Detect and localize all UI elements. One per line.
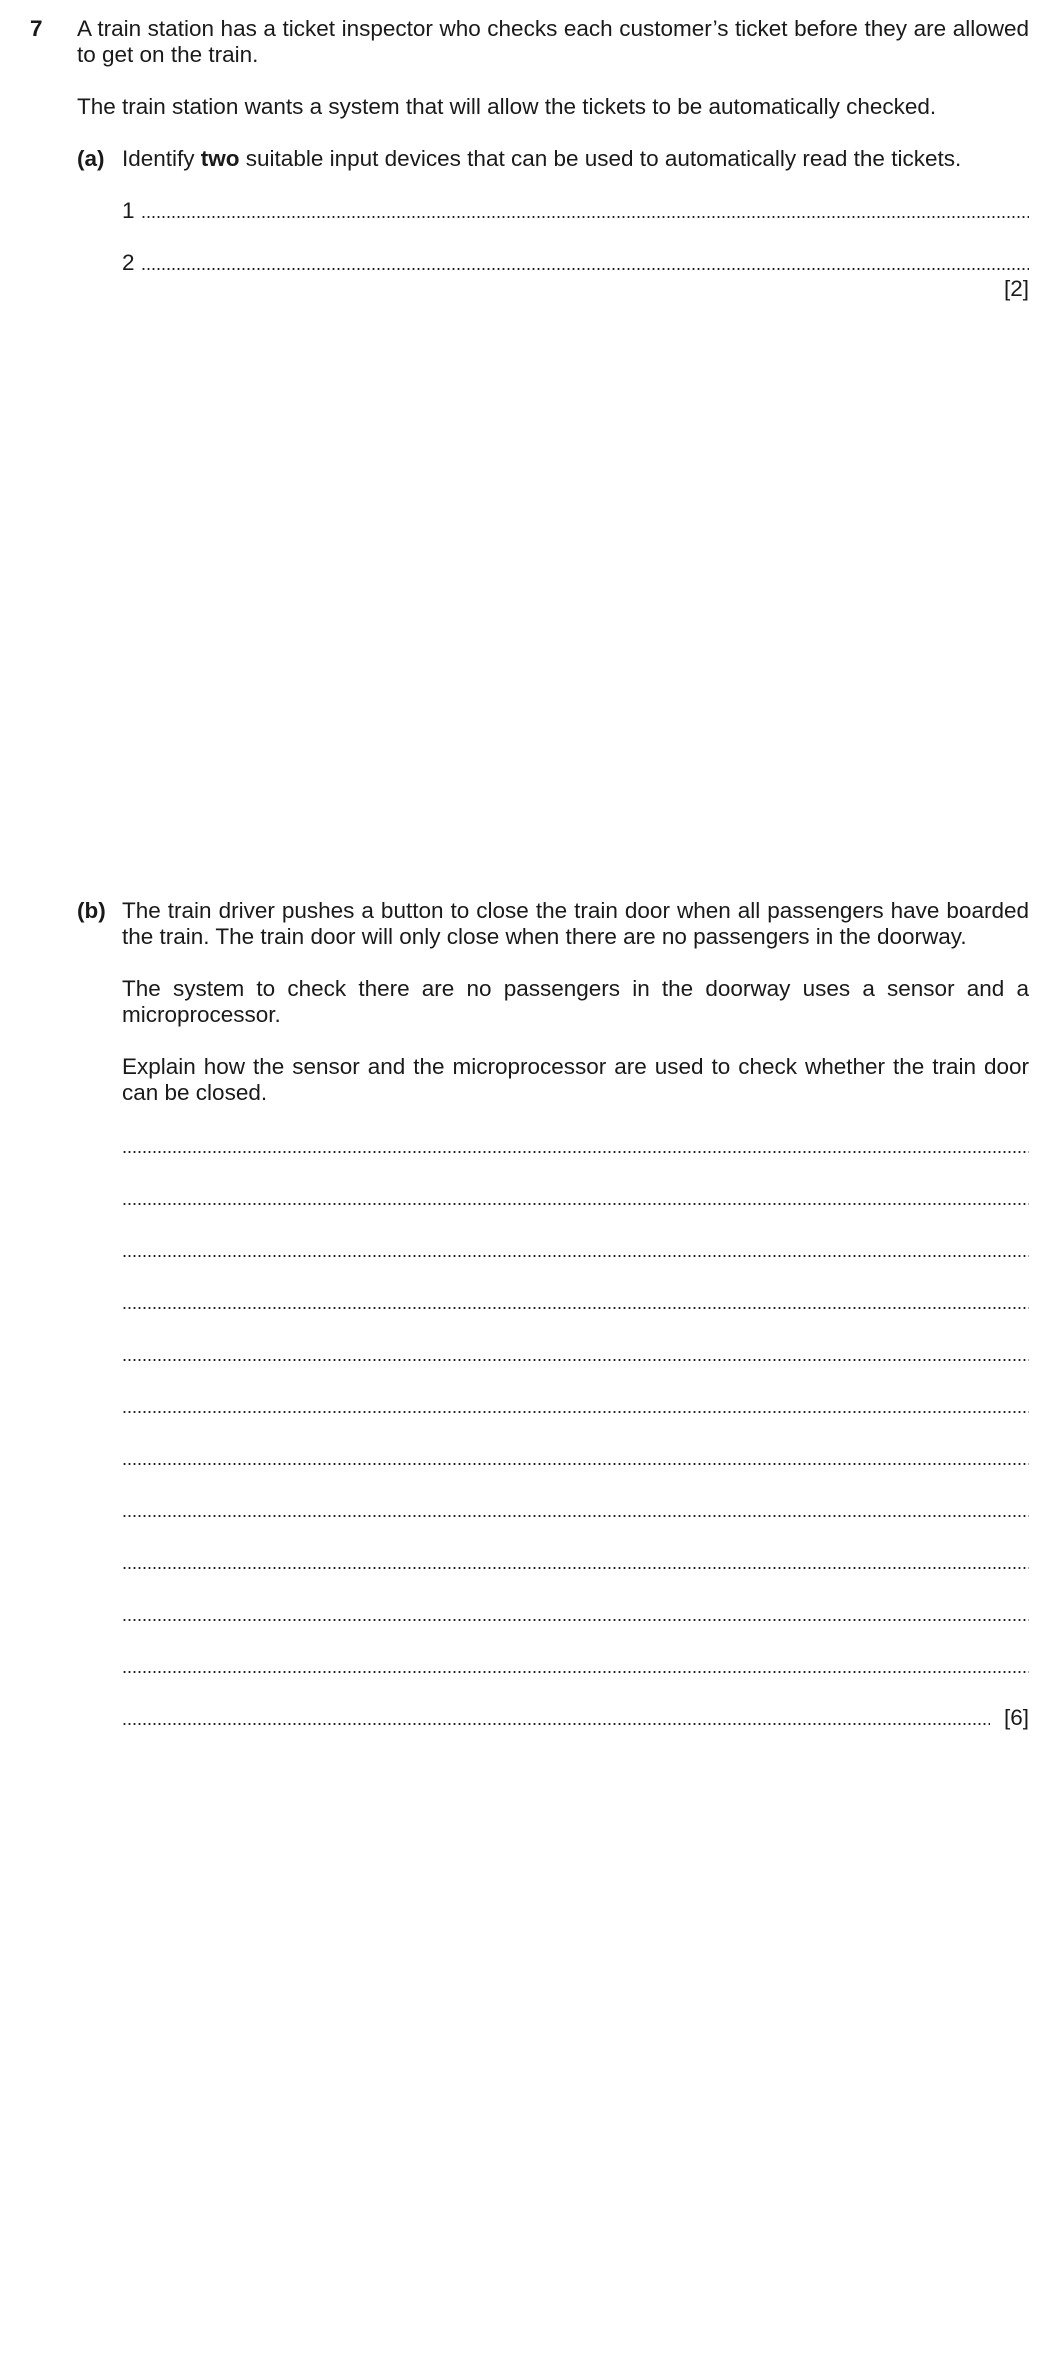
dotted-line (141, 268, 1029, 270)
part-b-answer-line[interactable] (122, 1289, 1029, 1315)
part-a-prompt-end: suitable input devices that can be used to automatically read the tickets. (239, 146, 962, 171)
question-intro-1: A train station has a ticket inspector who checks each customer’s ticket before they are allowed to get on the train. (77, 16, 1029, 67)
answer-number: 2 (122, 250, 135, 275)
part-b-answer-line[interactable] (122, 1185, 1029, 1211)
dotted-line (122, 1671, 1029, 1673)
dotted-line (122, 1307, 1029, 1309)
part-b-para-3: Explain how the sensor and the microprocessor are used to check whether the train door can be closed. (122, 1054, 1029, 1105)
part-b-answer-line[interactable] (122, 1549, 1029, 1575)
part-b-answer-line[interactable] (122, 1393, 1029, 1419)
part-a-prompt (122, 146, 1029, 172)
part-b-answer-line[interactable] (122, 1133, 1029, 1159)
part-b-answer-line[interactable] (122, 1497, 1029, 1523)
part-a-answer-line-1[interactable] (122, 198, 1029, 224)
part-b-answer-line[interactable] (122, 1653, 1029, 1679)
dotted-line (122, 1463, 1029, 1465)
question-intro-2: The train station wants a system that will allow the tickets to be automatically checked. (77, 94, 937, 119)
part-a-marks: [2] (1003, 276, 1029, 301)
part-b-answer-line[interactable] (122, 1237, 1029, 1263)
part-a-prompt-start: Identify (122, 146, 201, 171)
dotted-line (122, 1723, 990, 1725)
part-b-para-2: The system to check there are no passengers in the doorway uses a sensor and a microprocessor. (122, 976, 1029, 1027)
dotted-line (122, 1255, 1029, 1257)
answer-number: 1 (122, 198, 135, 223)
part-b-label: (b) (77, 898, 106, 923)
part-b-answer-line[interactable] (122, 1341, 1029, 1367)
dotted-line (122, 1359, 1029, 1361)
part-b-para-1: The train driver pushes a button to close the train door when all passengers have boarded the train. The train door will only close when there are no passengers in the doorway. (122, 898, 1029, 949)
part-a-prompt-bold: two (200, 146, 240, 171)
dotted-line (122, 1411, 1029, 1413)
dotted-line (122, 1619, 1029, 1621)
part-b-answer-line[interactable] (122, 1601, 1029, 1627)
dotted-line (122, 1203, 1029, 1205)
dotted-line (122, 1515, 1029, 1517)
part-a-label: (a) (77, 146, 105, 171)
dotted-line (141, 216, 1029, 218)
part-b-marks: [6] (1003, 1705, 1029, 1730)
dotted-line (122, 1151, 1029, 1153)
question-number: 7 (30, 16, 43, 41)
part-b-answer-line[interactable] (122, 1705, 1029, 1731)
dotted-line (122, 1567, 1029, 1569)
part-a-answer-line-2[interactable] (122, 250, 1029, 276)
part-b-answer-line[interactable] (122, 1445, 1029, 1471)
